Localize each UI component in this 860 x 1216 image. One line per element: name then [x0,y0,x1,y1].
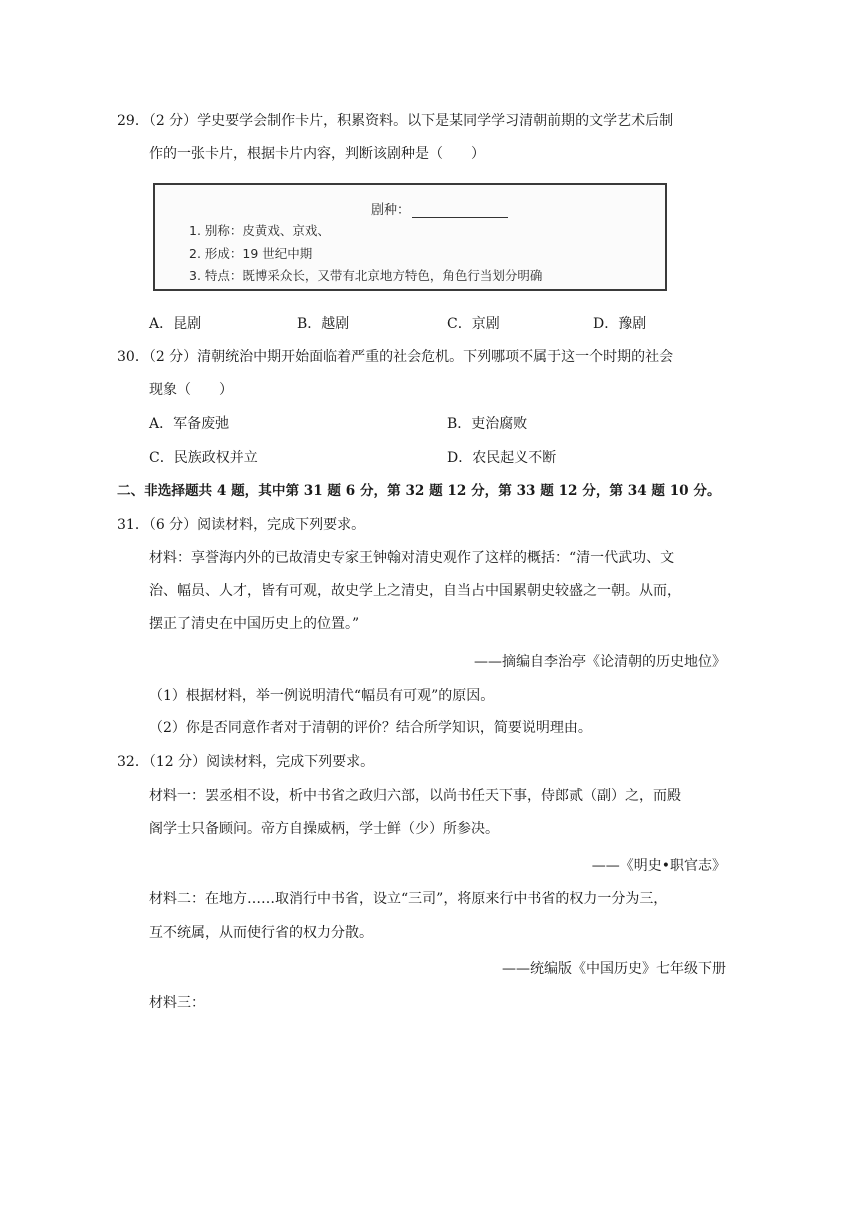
q32-material3-label: 材料三： [149,995,205,1011]
q31-source: ——摘编自李治亭《论清朝的历史地位》 [474,654,726,670]
q30-option-b: B．吏治腐败 [447,416,528,432]
q30-stem-line2: 现象（ ） [149,382,233,398]
q30-stem-line1: 30．（2 分）清朝统治中期开始面临着严重的社会危机。下列哪项不属于这一个时期的社会 [117,349,674,365]
q31-stem: 31．（6 分）阅读材料，完成下列要求。 [117,517,366,533]
q29-option-c: C．京剧 [447,316,500,332]
q31-material-line2: 治、幅员、人才，皆有可观，故史学上之清史，自当占中国累朝史较盛之一朝。从而， [149,583,681,599]
q31-material-line3: 摆正了清史在中国历史上的位置。” [149,616,360,632]
q29-option-b: B．越剧 [297,316,350,332]
card-item-1: 1. 别称：皮黄戏、京戏、 [189,223,330,238]
q29-stem-line1: 29．（2 分）学史要学会制作卡片，积累资料。以下是某同学学习清朝前期的文学艺术后制 [117,113,674,129]
q32-stem: 32．（12 分）阅读材料，完成下列要求。 [117,754,375,770]
q29-option-a: A．昆剧 [149,316,202,332]
card-blank-line [412,205,508,218]
section-heading: 二、非选择题共 4 题，其中第 31 题 6 分，第 32 题 12 分，第 33 题 12 分，第 34 题 10 分。 [117,483,721,499]
card-item-3: 3. 特点：既博采众长，又带有北京地方特色，角色行当划分明确 [189,268,543,283]
card-item-2: 2. 形成：19 世纪中期 [189,246,313,261]
q31-material-line1: 材料：享誉海内外的已故清史专家王钟翰对清史观作了这样的概括：“清一代武功、文 [149,550,675,566]
q32-material2-source: ——统编版《中国历史》七年级下册 [502,961,726,977]
q32-material2-line2: 互不统属，从而使行省的权力分散。 [149,925,373,941]
q29-option-d: D．豫剧 [593,316,647,332]
q32-material1-source: ——《明史•职官志》 [591,858,726,874]
q31-sub2: （2）你是否同意作者对于清朝的评价？结合所学知识，简要说明理由。 [149,720,592,736]
q32-material1-line1: 材料一：罢丞相不设，析中书省之政归六部，以尚书任天下事，侍郎贰（副）之，而殿 [149,788,681,804]
q32-material1-line2: 阁学士只备顾问。帝方自操威柄，学士鲜（少）所参决。 [149,821,499,837]
q32-material2-line1: 材料二：在地方……取消行中书省，设立“三司”，将原来行中书省的权力一分为三， [149,891,668,907]
card-title: 剧种： [371,199,508,218]
q30-option-c: C．民族政权并立 [149,450,258,466]
q29-stem-line2: 作的一张卡片，根据卡片内容，判断该剧种是（ ） [149,146,485,162]
q29-card-image [153,183,667,291]
q30-option-d: D．农民起义不断 [447,450,557,466]
q31-sub1: （1）根据材料，举一例说明清代“幅员有可观”的原因。 [149,688,495,704]
q30-option-a: A．军备废弛 [149,416,230,432]
